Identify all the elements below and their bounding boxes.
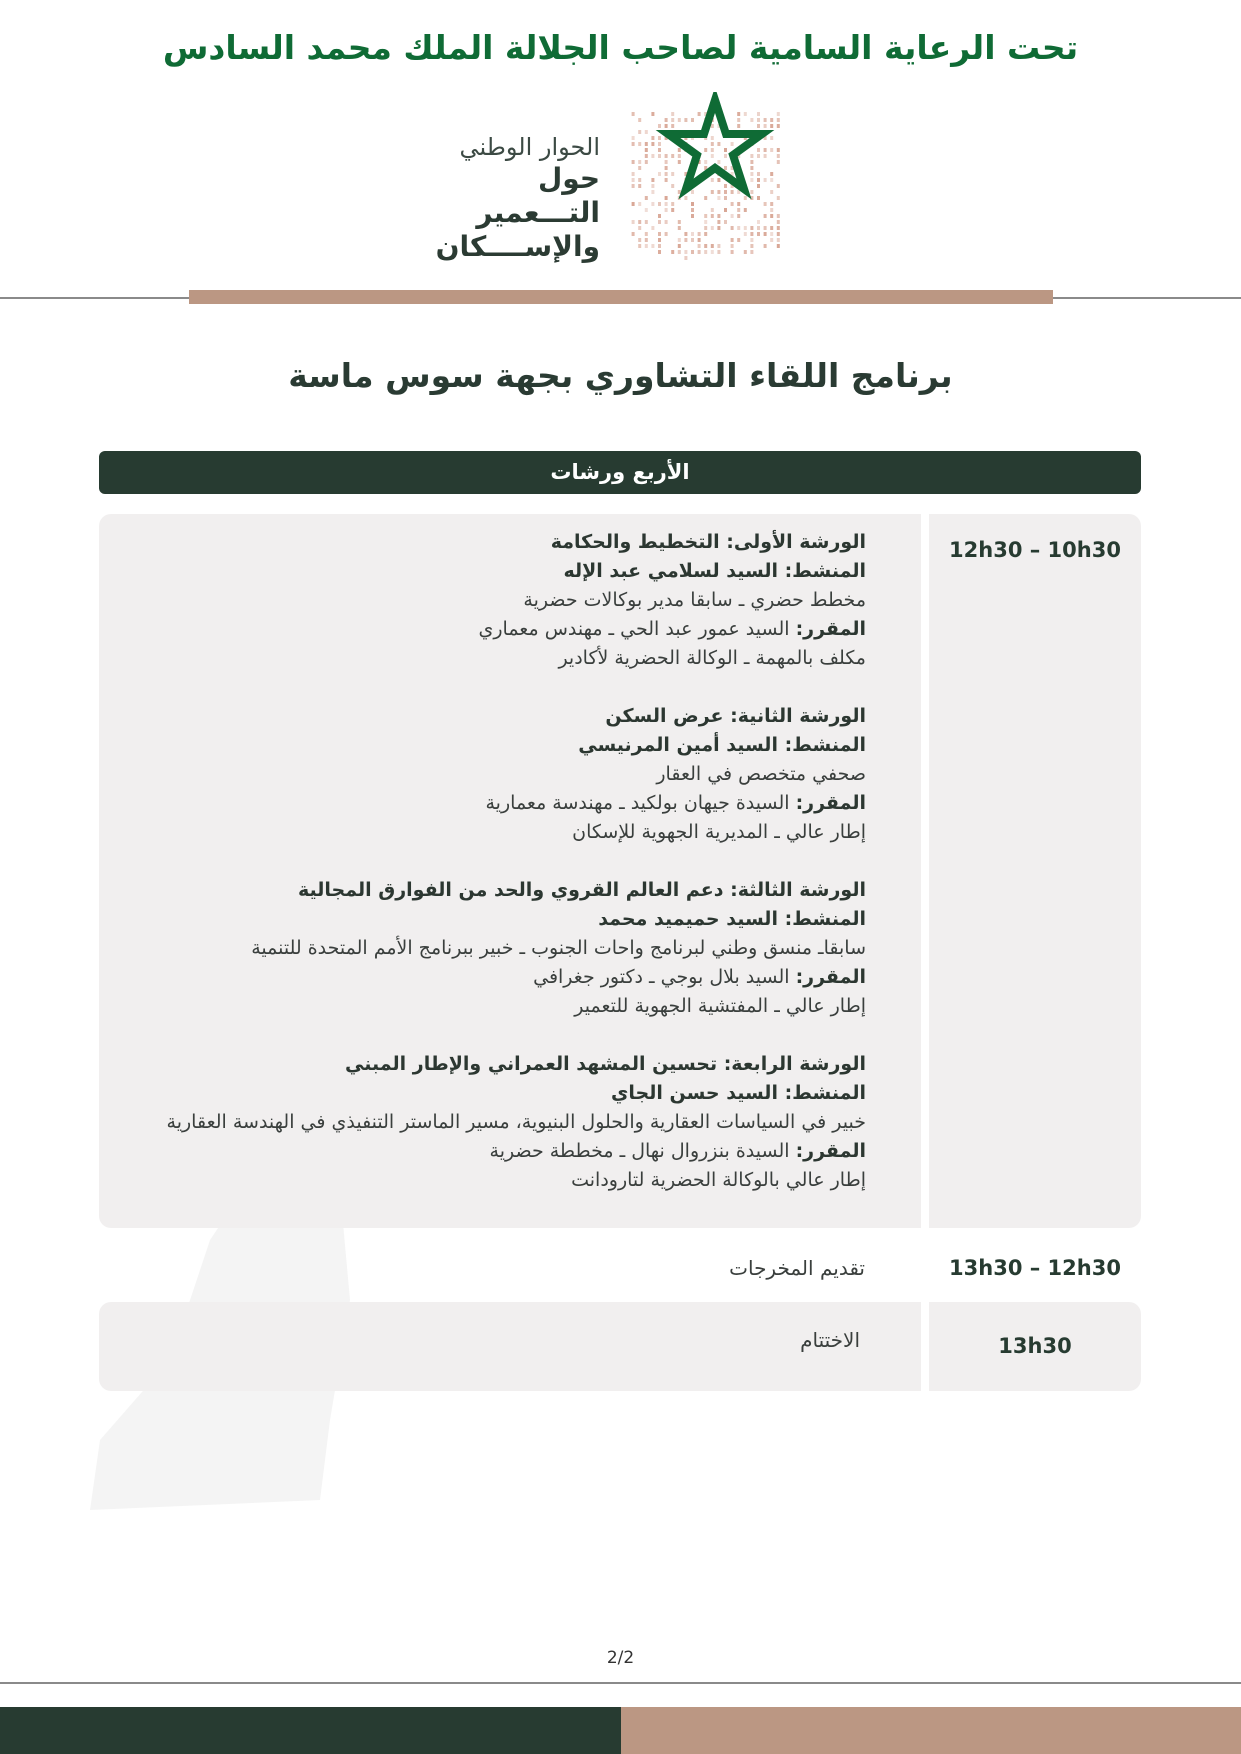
outputs-label: تقديم المخرجات [729,1256,865,1280]
workshop-animator-role: خبير في السياسات العقارية والحلول البنيوية، مسير الماستر التنفيذي في الهندسة العقارية [166,1111,866,1133]
workshop-animator: المنشط: السيد حميميد محمد [598,908,866,930]
rapporteur-name: السيد عمور عبد الحي ـ مهندس معماري [478,618,796,640]
workshop-rapporteur [106,1137,866,1166]
workshop-3 [106,876,866,1021]
workshop-rapporteur [106,963,866,992]
workshop-animator-role: مخطط حضري ـ سابقا مدير بوكالات حضرية [523,589,866,611]
workshop-animator-role: سابقاـ منسق وطني لبرنامج واحات الجنوب ـ خبير ببرنامج الأمم المتحدة للتنمية [251,937,866,959]
workshop-4 [106,1050,866,1195]
patronage-heading: تحت الرعاية السامية لصاحب الجلالة الملك محمد السادس [162,28,1079,67]
closing-time: 13h30 [998,1334,1072,1358]
logo-line-1: الحوار الوطني [459,133,600,161]
rapporteur-label: المقرر: [795,1140,866,1162]
workshop-animator: المنشط: السيد حسن الجاي [611,1082,866,1104]
workshop-animator: المنشط: السيد أمين المرنيسي [578,734,866,756]
rapporteur-label: المقرر: [795,618,866,640]
header-accent-band [189,290,1053,304]
footer-tan-band [621,1707,1241,1754]
workshop-title: الورشة الثالثة: دعم العالم القروي والحد من الفوارق المجالية [298,879,866,901]
footer-rule [0,1682,1241,1684]
rapporteur-name: السيد بلال بوجي ـ دكتور جغرافي [533,966,796,988]
workshop-rapporteur-role: إطار عالي ـ المفتشية الجهوية للتعمير [574,995,866,1017]
workshop-rapporteur [106,615,866,644]
rapporteur-name: السيدة جيهان بولكيد ـ مهندسة معمارية [485,792,796,814]
workshop-rapporteur-role: إطار عالي ـ المديرية الجهوية للإسكان [572,821,866,843]
footer-dark-band [0,1707,621,1754]
star-emblem-icon [620,92,790,272]
workshop-title: الورشة الأولى: التخطيط والحكامة [550,531,866,553]
workshops-time-panel [929,514,1141,1228]
workshop-rapporteur [106,789,866,818]
logo-line-2: حول التـــعمير [476,162,600,229]
rapporteur-label: المقرر: [795,792,866,814]
workshop-rapporteur-role: إطار عالي بالوكالة الحضرية لتارودانت [571,1169,866,1191]
dialogue-logo [435,92,800,272]
logo-wordmark [420,132,600,264]
workshops-list [106,528,866,1195]
program-title: برنامج اللقاء التشاوري بجهة سوس ماسة [288,356,953,395]
closing-content-panel [99,1302,921,1391]
closing-label: الاختتام [800,1328,860,1352]
workshop-1 [106,528,866,673]
workshop-2 [106,702,866,847]
page-number: 2/2 [606,1648,635,1668]
workshop-title: الورشة الرابعة: تحسين المشهد العمراني والإطار المبني [345,1053,866,1075]
workshops-time: 12h30 – 10h30 [949,538,1121,562]
workshop-title: الورشة الثانية: عرض السكن [605,705,866,727]
logo-line-3: والإســــكان [435,230,600,263]
section-header-bar: الأربع ورشات [99,451,1141,494]
workshop-animator: المنشط: السيد لسلامي عبد الإله [563,560,866,582]
workshop-rapporteur-role: مكلف بالمهمة ـ الوكالة الحضرية لأكادير [558,647,866,669]
rapporteur-label: المقرر: [795,966,866,988]
workshop-animator-role: صحفي متخصص في العقار [656,763,866,785]
outputs-time: 13h30 – 12h30 [949,1256,1121,1280]
rapporteur-name: السيدة بنزروال نهال ـ مخططة حضرية [489,1140,796,1162]
